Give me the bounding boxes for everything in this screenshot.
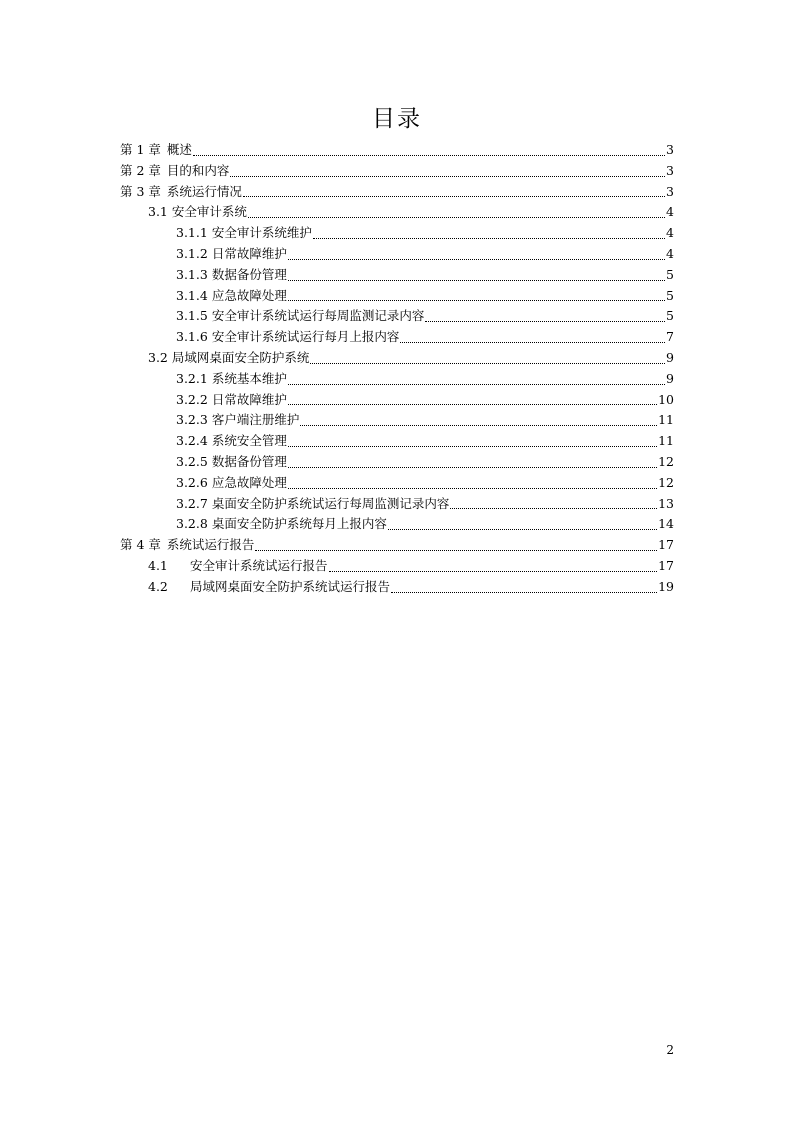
toc-entry-number: 3.2.8 bbox=[176, 516, 208, 532]
toc-entry-title: 局域网桌面安全防护系统 bbox=[171, 349, 310, 365]
toc-entry-title: 安全审计系统试运行每月上报内容 bbox=[211, 329, 400, 345]
toc-entry-number: 3.1.3 bbox=[176, 266, 208, 282]
toc-entry-number: 4.1 bbox=[148, 557, 168, 573]
toc-leader-dots bbox=[193, 140, 665, 161]
toc-entry[interactable] bbox=[120, 535, 674, 556]
toc-entry-number: 3.1 bbox=[148, 204, 168, 220]
toc-entry-title: 应急故障处理 bbox=[211, 287, 287, 303]
toc-entry-page: 12 bbox=[658, 474, 674, 490]
toc-entry-number: 第 1 章 bbox=[120, 142, 161, 157]
toc-entry[interactable] bbox=[120, 390, 674, 411]
toc-entry-title: 目的和内容 bbox=[166, 162, 230, 178]
toc-entry-page: 11 bbox=[658, 433, 674, 449]
toc-entry-page: 17 bbox=[658, 557, 674, 573]
toc-leader-dots bbox=[300, 410, 657, 431]
toc-entry-number: 3.2.1 bbox=[176, 370, 208, 386]
toc-entry-title: 数据备份管理 bbox=[211, 266, 287, 282]
toc-entry-title: 桌面安全防护系统每月上报内容 bbox=[211, 516, 387, 532]
toc-entry-page: 9 bbox=[666, 370, 674, 386]
toc-entry-page: 13 bbox=[658, 495, 674, 511]
toc-entry-page: 11 bbox=[658, 412, 674, 428]
toc-entry-title: 概述 bbox=[166, 142, 192, 157]
toc-entry-page: 3 bbox=[666, 162, 674, 178]
toc-entry-title: 系统运行情况 bbox=[166, 183, 242, 199]
toc-entry[interactable] bbox=[120, 556, 674, 577]
toc-entry-number: 3.1.2 bbox=[176, 245, 208, 261]
toc-entry-title: 日常故障维护 bbox=[211, 391, 287, 407]
toc-entry-title: 客户端注册维护 bbox=[211, 412, 300, 428]
toc-leader-dots bbox=[243, 182, 665, 203]
toc-entry-page: 14 bbox=[658, 516, 674, 532]
toc-entry-title: 安全审计系统维护 bbox=[211, 225, 312, 241]
toc-entry-page: 3 bbox=[666, 142, 674, 157]
toc-entry-page: 17 bbox=[658, 537, 674, 553]
toc-leader-dots bbox=[230, 161, 665, 182]
toc-leader-dots bbox=[288, 369, 665, 390]
toc-entry-title: 安全审计系统 bbox=[171, 204, 247, 220]
toc-entry-number: 3.2 bbox=[148, 349, 168, 365]
toc-entry-page: 19 bbox=[658, 578, 674, 594]
toc-entry-number: 3.2.4 bbox=[176, 433, 208, 449]
toc-entry-page: 4 bbox=[666, 225, 674, 241]
toc-entry-page: 7 bbox=[666, 329, 674, 345]
toc-entry[interactable] bbox=[120, 577, 674, 598]
toc-leader-dots bbox=[310, 348, 665, 369]
toc-entry-page: 9 bbox=[666, 349, 674, 365]
toc-entry-number: 第 3 章 bbox=[120, 183, 161, 199]
toc-entry-page: 5 bbox=[666, 266, 674, 282]
toc-entry[interactable] bbox=[120, 327, 674, 348]
toc-entry-title: 安全审计系统试运行报告 bbox=[190, 557, 328, 573]
toc-entry-title: 日常故障维护 bbox=[211, 245, 287, 261]
toc-leader-dots bbox=[255, 535, 657, 556]
toc-entry-title: 系统试运行报告 bbox=[166, 537, 255, 553]
toc-entry[interactable] bbox=[120, 431, 674, 452]
toc-entry[interactable] bbox=[120, 265, 674, 286]
page-number: 2 bbox=[666, 1043, 674, 1057]
toc-entry-number: 3.1.1 bbox=[176, 225, 208, 241]
toc-leader-dots bbox=[391, 577, 657, 598]
toc-leader-dots bbox=[288, 431, 657, 452]
toc-entry[interactable] bbox=[120, 182, 674, 203]
toc-title: 目录 bbox=[372, 106, 422, 132]
toc-entry-page: 5 bbox=[666, 308, 674, 324]
toc-leader-dots bbox=[329, 556, 658, 577]
toc-entry-title: 系统基本维护 bbox=[211, 370, 287, 386]
toc-entry-number: 第 2 章 bbox=[120, 162, 161, 178]
toc-leader-dots bbox=[288, 244, 665, 265]
toc-entry-number: 3.2.6 bbox=[176, 474, 208, 490]
toc-entry-title: 应急故障处理 bbox=[211, 474, 287, 490]
toc-entry-number: 3.2.5 bbox=[176, 453, 208, 469]
toc-entry-page: 10 bbox=[658, 391, 674, 407]
toc-entry-number: 3.1.6 bbox=[176, 329, 208, 345]
toc-entry-page: 4 bbox=[666, 204, 674, 220]
toc-entry[interactable] bbox=[120, 161, 674, 182]
toc-entry[interactable] bbox=[120, 348, 674, 369]
toc-entry[interactable] bbox=[120, 202, 674, 223]
toc-leader-dots bbox=[288, 390, 657, 411]
toc-entry[interactable] bbox=[120, 244, 674, 265]
toc-entry-page: 4 bbox=[666, 245, 674, 261]
toc-entry-page: 12 bbox=[658, 453, 674, 469]
toc-leader-dots bbox=[400, 327, 665, 348]
toc-entry-title: 安全审计系统试运行每周监测记录内容 bbox=[211, 308, 425, 324]
toc-leader-dots bbox=[288, 452, 657, 473]
toc-entry-page: 3 bbox=[666, 183, 674, 199]
toc-leader-dots bbox=[288, 473, 657, 494]
toc-entry[interactable] bbox=[120, 306, 674, 327]
toc-entry[interactable] bbox=[120, 286, 674, 307]
toc-entry-number: 3.1.4 bbox=[176, 287, 208, 303]
toc-entry-title: 系统安全管理 bbox=[211, 433, 287, 449]
toc-leader-dots bbox=[425, 306, 665, 327]
toc-entry-number: 3.2.2 bbox=[176, 391, 208, 407]
toc-entry-title: 局域网桌面安全防护系统试运行报告 bbox=[190, 578, 391, 594]
toc-entry-page: 5 bbox=[666, 287, 674, 303]
toc-leader-dots bbox=[248, 202, 665, 223]
toc-entry-number: 4.2 bbox=[148, 578, 168, 594]
toc-entry[interactable] bbox=[120, 494, 674, 515]
toc-entry[interactable] bbox=[120, 514, 674, 535]
toc-entry-number: 3.1.5 bbox=[176, 308, 208, 324]
toc-leader-dots bbox=[288, 265, 665, 286]
toc-leader-dots bbox=[313, 223, 665, 244]
toc-entry[interactable] bbox=[120, 223, 674, 244]
toc-entry-title: 桌面安全防护系统试运行每周监测记录内容 bbox=[211, 495, 450, 511]
toc-entry[interactable] bbox=[120, 452, 674, 473]
toc-entry-number: 第 4 章 bbox=[120, 537, 161, 553]
toc-leader-dots bbox=[450, 494, 657, 515]
toc-leader-dots bbox=[388, 514, 657, 535]
toc-entry-title: 数据备份管理 bbox=[211, 453, 287, 469]
toc-entry-number: 3.2.3 bbox=[176, 412, 208, 428]
toc-entry[interactable] bbox=[120, 140, 674, 161]
toc-entry[interactable] bbox=[120, 473, 674, 494]
toc-entry[interactable] bbox=[120, 410, 674, 431]
table-of-contents bbox=[120, 140, 674, 598]
toc-entry-number: 3.2.7 bbox=[176, 495, 208, 511]
toc-entry[interactable] bbox=[120, 369, 674, 390]
toc-leader-dots bbox=[288, 286, 665, 307]
